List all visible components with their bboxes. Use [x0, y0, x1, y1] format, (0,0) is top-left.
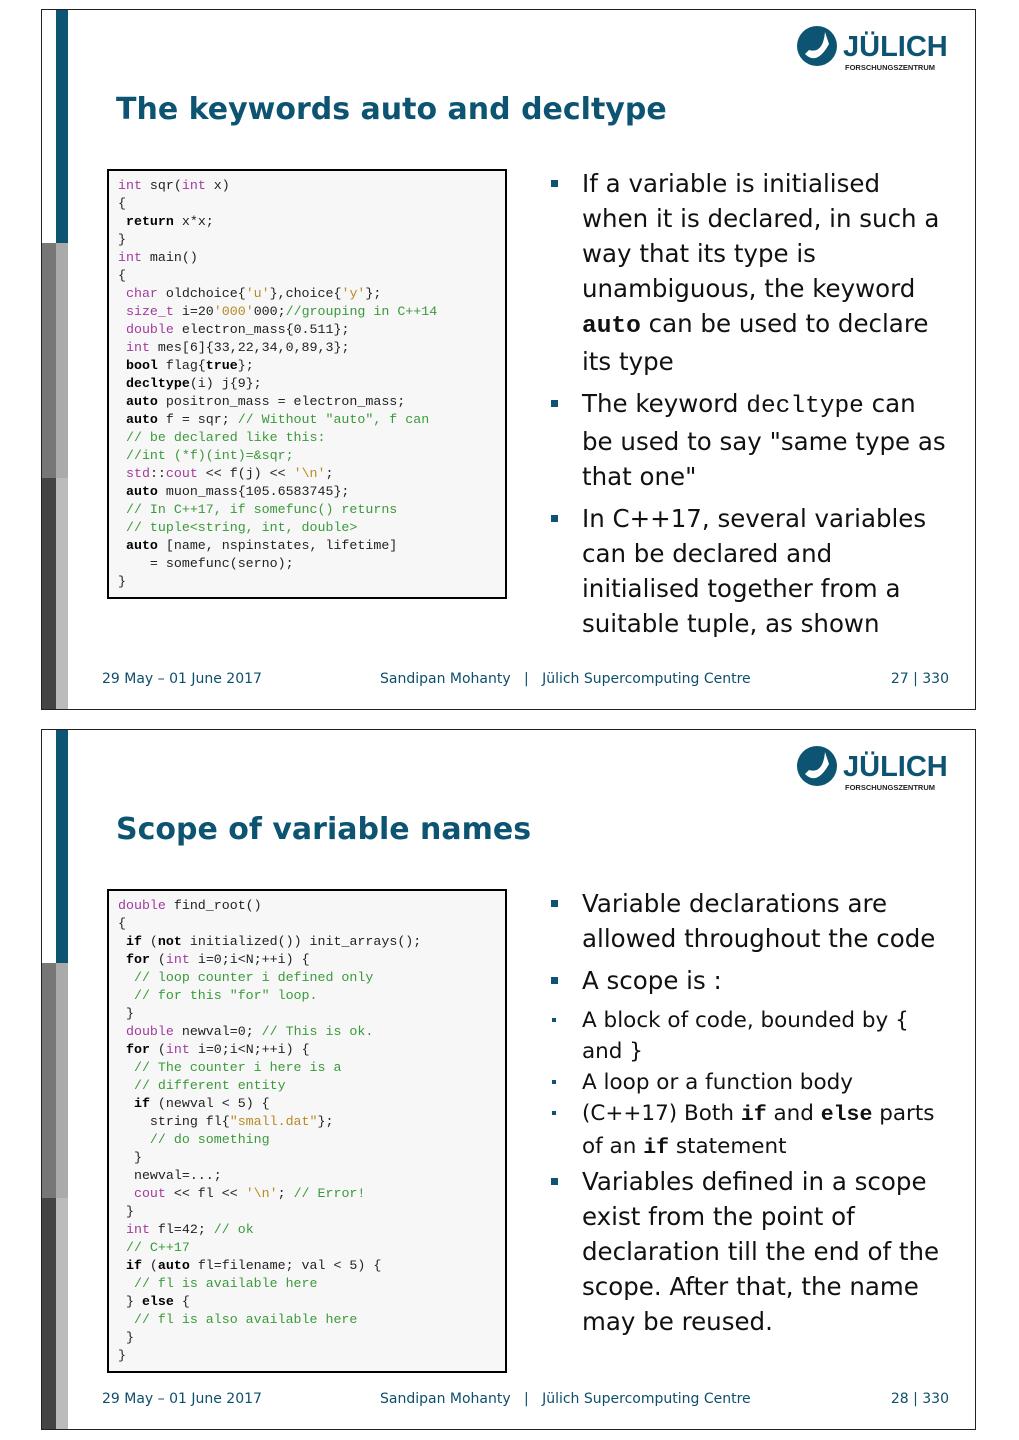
code-token: } — [118, 1330, 134, 1345]
code-line — [118, 1329, 497, 1347]
code-line — [118, 267, 497, 285]
code-line — [118, 1203, 497, 1221]
code-token — [118, 286, 126, 301]
slide-title: Scope of variable names — [116, 812, 532, 847]
code-line — [118, 987, 497, 1005]
code-token: = somefunc(serno); — [118, 556, 294, 571]
code-token: ( — [141, 934, 158, 949]
code-line — [118, 555, 497, 573]
code-token: bool — [125, 358, 158, 373]
code-token — [118, 1312, 134, 1327]
sub-bullet: (C++17) Both if and else parts of an if statement — [548, 1098, 948, 1164]
code-token: // different entity — [133, 1078, 286, 1093]
code-line — [118, 1185, 497, 1203]
footer-date: 29 May – 01 June 2017 — [102, 671, 262, 687]
code-token: (i) j{9}; — [189, 376, 262, 391]
code-token: cout — [133, 1186, 166, 1201]
code-line — [118, 951, 497, 969]
bullet-item: A scope is : — [548, 963, 948, 998]
code-token: } — [118, 1006, 134, 1021]
code-line — [118, 429, 497, 447]
code-token: [name, nspinstates, lifetime] — [157, 538, 398, 553]
code-token: cout — [165, 466, 198, 481]
code-token: // Without "auto", f can — [237, 412, 430, 427]
code-line — [118, 1077, 497, 1095]
footer-author: Sandipan Mohanty | Jülich Supercomputing Centre — [380, 671, 751, 687]
code-line — [118, 1059, 497, 1077]
code-token: x*x; — [173, 214, 214, 229]
code-line — [118, 249, 497, 267]
code-token — [118, 1024, 126, 1039]
code-token: // fl is available here — [133, 1276, 318, 1291]
code-token — [118, 358, 126, 373]
code-line — [118, 1023, 497, 1041]
code-token: } — [118, 1204, 134, 1219]
code-token: 000; — [253, 304, 286, 319]
code-token: } — [118, 1294, 142, 1309]
code-token: 'y' — [341, 286, 366, 301]
code-token: // tuple<string, int, double> — [125, 520, 358, 535]
code-line — [118, 357, 497, 375]
code-token — [118, 1042, 126, 1057]
code-token: auto — [157, 1258, 190, 1273]
code-token: // Error! — [293, 1186, 366, 1201]
code-token — [118, 538, 126, 553]
code-token — [118, 1258, 126, 1273]
code-line — [118, 483, 497, 501]
code-token — [118, 1240, 126, 1255]
code-line — [118, 1041, 497, 1059]
code-token: x) — [205, 178, 230, 193]
code-token: char — [125, 286, 158, 301]
footer-date: 29 May – 01 June 2017 — [102, 1391, 262, 1407]
code-line — [118, 1257, 497, 1275]
code-token — [118, 376, 126, 391]
code-token: main() — [141, 250, 198, 265]
logo-sub: FORSCHUNGSZENTRUM — [845, 783, 935, 792]
code-token — [118, 394, 126, 409]
code-line — [118, 1347, 497, 1365]
code-token: positron_mass = electron_mass; — [157, 394, 406, 409]
code-token: std — [125, 466, 150, 481]
julich-logo — [795, 744, 951, 794]
code-token: i=0;i<N;++i) { — [189, 952, 310, 967]
code-token: //int (*f)(int)=&sqr; — [125, 448, 294, 463]
code-token: ; — [325, 466, 334, 481]
code-line — [118, 465, 497, 483]
code-token: }; — [365, 286, 382, 301]
code-token — [118, 952, 126, 967]
sub-bullet: A loop or a function body — [548, 1067, 948, 1098]
code-token: double — [125, 1024, 174, 1039]
bullet-item: In C++17, several variables can be declared and initialised together from a suitable tuple, as shown — [548, 501, 948, 641]
code-token: // This is ok. — [261, 1024, 374, 1039]
code-line — [118, 1275, 497, 1293]
footer-page: 28 | 330 — [890, 1391, 949, 1407]
code-line — [118, 933, 497, 951]
code-line — [118, 339, 497, 357]
code-token: ( — [149, 1042, 166, 1057]
code-token: int — [125, 1222, 150, 1237]
code-token: } — [118, 1150, 142, 1165]
code-token: '\n' — [245, 1186, 278, 1201]
code-token: oldchoice{ — [157, 286, 246, 301]
code-token — [118, 502, 126, 517]
code-token: // loop counter i defined only — [133, 970, 374, 985]
side-bar — [42, 730, 68, 1429]
code-token — [118, 430, 126, 445]
code-block — [107, 889, 507, 1373]
code-line — [118, 1149, 497, 1167]
code-line — [118, 897, 497, 915]
footer-author: Sandipan Mohanty | Jülich Supercomputing Centre — [380, 1391, 751, 1407]
slide-28 — [41, 729, 976, 1430]
code-token: int — [118, 178, 142, 193]
code-line — [118, 1293, 497, 1311]
code-token: double — [118, 898, 166, 913]
bullet-item: The keyword decltype can be used to say "same type as that one" — [548, 386, 948, 494]
code-token: fl=42; — [149, 1222, 214, 1237]
code-token: int — [165, 952, 190, 967]
code-token — [118, 1096, 134, 1111]
code-token: newval=0; — [173, 1024, 262, 1039]
bullet-item: Variables defined in a scope exist from the point of declaration till the end of the scope. After that, the name may be reused. — [548, 1164, 948, 1339]
code-token — [118, 322, 126, 337]
code-token: "small.dat" — [229, 1114, 318, 1129]
code-line — [118, 1095, 497, 1113]
logo-sub: FORSCHUNGSZENTRUM — [845, 63, 935, 72]
code-token: i=0;i<N;++i) { — [189, 1042, 310, 1057]
code-token — [118, 448, 126, 463]
code-token — [118, 484, 126, 499]
julich-logo — [795, 24, 951, 74]
code-line — [118, 1221, 497, 1239]
code-token: { — [118, 196, 126, 211]
side-bar — [42, 10, 68, 709]
code-token: << fl << — [165, 1186, 246, 1201]
code-token: int — [165, 1042, 190, 1057]
code-token: auto — [125, 538, 158, 553]
logo-brand: JÜLICH — [843, 751, 948, 783]
code-token: ( — [141, 1258, 158, 1273]
code-token: // C++17 — [125, 1240, 190, 1255]
code-token: sqr( — [141, 178, 182, 193]
slide-27 — [41, 9, 976, 710]
code-token: { — [118, 916, 126, 931]
code-token: 'u' — [245, 286, 270, 301]
bullet-list — [548, 886, 948, 1346]
code-line — [118, 177, 497, 195]
code-token — [118, 1060, 134, 1075]
code-line — [118, 447, 497, 465]
bullet-item: If a variable is initialised when it is declared, in such a way that its type is unambiguous, the keyword auto can be used to declare its type — [548, 166, 948, 379]
code-token — [118, 988, 134, 1003]
code-token: // fl is also available here — [133, 1312, 358, 1327]
code-token: double — [125, 322, 174, 337]
code-token — [118, 1132, 150, 1147]
bullet-list — [548, 166, 948, 648]
code-token — [118, 466, 126, 481]
code-token — [118, 340, 126, 355]
code-token: newval=...; — [118, 1168, 222, 1183]
code-token: decltype — [125, 376, 190, 391]
code-line — [118, 1239, 497, 1257]
code-token: // do something — [149, 1132, 270, 1147]
code-line — [118, 285, 497, 303]
code-token: ( — [149, 952, 166, 967]
code-line — [118, 573, 497, 591]
code-token: }; — [317, 1114, 334, 1129]
code-token: { — [118, 268, 126, 283]
code-line — [118, 213, 497, 231]
code-token: electron_mass{0.511}; — [173, 322, 350, 337]
code-token: find_root() — [165, 898, 262, 913]
code-token: for — [125, 1042, 150, 1057]
code-line — [118, 1167, 497, 1185]
logo-brand: JÜLICH — [843, 31, 948, 63]
code-line — [118, 303, 497, 321]
sub-bullet: A block of code, bounded by { and } — [548, 1005, 948, 1067]
code-token — [118, 412, 126, 427]
code-line — [118, 411, 497, 429]
code-token — [118, 304, 126, 319]
code-token: << f(j) << — [197, 466, 294, 481]
code-line — [118, 1113, 497, 1131]
code-token: (newval < 5) { — [149, 1096, 270, 1111]
code-token: }; — [237, 358, 254, 373]
code-token: // be declared like this: — [125, 430, 326, 445]
code-line — [118, 393, 497, 411]
code-line — [118, 195, 497, 213]
code-token: mes[6]{33,22,34,0,89,3}; — [149, 340, 350, 355]
code-token: int — [118, 250, 142, 265]
code-token: for — [125, 952, 150, 967]
code-token: return — [125, 214, 174, 229]
code-token: auto — [125, 484, 158, 499]
code-token: //grouping in C++14 — [285, 304, 438, 319]
code-line — [118, 537, 497, 555]
code-line — [118, 1005, 497, 1023]
code-token: int — [125, 340, 150, 355]
code-token: } — [118, 574, 126, 589]
code-token: if — [125, 1258, 142, 1273]
code-token: int — [181, 178, 206, 193]
code-line — [118, 519, 497, 537]
code-line — [118, 321, 497, 339]
code-token: } — [118, 232, 126, 247]
code-token: auto — [125, 394, 158, 409]
code-block — [107, 169, 507, 599]
code-token: // for this "for" loop. — [133, 988, 318, 1003]
code-token — [118, 1186, 134, 1201]
code-token: } — [118, 1348, 126, 1363]
code-token — [118, 1078, 134, 1093]
code-line — [118, 231, 497, 249]
code-line — [118, 1131, 497, 1149]
code-token: // In C++17, if somefunc() returns — [125, 502, 398, 517]
footer-page: 27 | 330 — [890, 671, 949, 687]
code-token: flag{ — [157, 358, 206, 373]
slide-title: The keywords auto and decltype — [116, 92, 667, 127]
code-token: // ok — [213, 1222, 254, 1237]
code-token — [118, 1222, 126, 1237]
code-line — [118, 915, 497, 933]
code-line — [118, 969, 497, 987]
code-token — [118, 520, 126, 535]
code-token — [118, 214, 126, 229]
code-token: auto — [125, 412, 158, 427]
code-token — [118, 970, 134, 985]
code-token: if — [125, 934, 142, 949]
code-token: not — [157, 934, 182, 949]
code-token: },choice{ — [269, 286, 342, 301]
code-token — [118, 934, 126, 949]
code-token: '000' — [213, 304, 254, 319]
code-token: string fl{ — [118, 1114, 230, 1129]
code-token: if — [133, 1096, 150, 1111]
code-line — [118, 501, 497, 519]
code-token: true — [205, 358, 238, 373]
code-token — [118, 1276, 134, 1291]
code-token: '\n' — [293, 466, 326, 481]
code-token: i=20 — [173, 304, 214, 319]
code-token: // The counter i here is a — [133, 1060, 342, 1075]
code-token: { — [173, 1294, 190, 1309]
code-token: muon_mass{105.6583745}; — [157, 484, 350, 499]
code-token: initialized()) init_arrays(); — [181, 934, 422, 949]
code-line — [118, 1311, 497, 1329]
code-token: fl=filename; val < 5) { — [189, 1258, 382, 1273]
code-token: :: — [149, 466, 166, 481]
code-token: ; — [277, 1186, 294, 1201]
code-token: size_t — [125, 304, 174, 319]
code-token: f = sqr; — [157, 412, 238, 427]
code-line — [118, 375, 497, 393]
bullet-item: Variable declarations are allowed throughout the code — [548, 886, 948, 956]
code-token: else — [141, 1294, 174, 1309]
